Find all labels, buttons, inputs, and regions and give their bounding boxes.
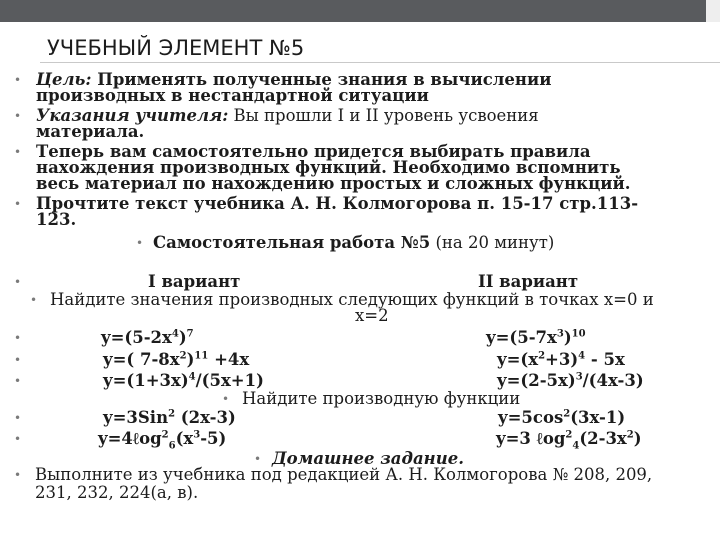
bullet: • [14, 109, 22, 123]
v1-function-2: y=( $7-8x^2)^{11} +4x$ [103, 350, 250, 369]
goal-text-1: Применять полученные знания в вычислении [91, 70, 552, 89]
goal-text-2: производных в нестандартной ситуации [36, 86, 429, 105]
v2-function-2: $y=(x^2+3)^4 - 5x$ [497, 350, 625, 369]
task2-text: Найдите производную функции [242, 389, 521, 408]
independent-duration: (на 20 минут) [430, 233, 555, 252]
variant-2-heading: II вариант [478, 272, 579, 291]
bullet: • [254, 452, 262, 466]
top-bar-accent [706, 0, 720, 22]
selfwork-text-1: Теперь вам самостоятельно придется выбирать правила [36, 142, 591, 161]
bullet: • [14, 353, 22, 367]
independent-work [153, 235, 554, 251]
bullet: • [14, 197, 22, 211]
v1-function-1: $y=(5-2x^4)^7$ [101, 328, 194, 347]
goal-line-2 [36, 88, 429, 104]
teacher-line-2 [36, 124, 144, 140]
selfwork-line-3 [36, 176, 631, 192]
teacher-label: Указания учителя: [36, 106, 229, 125]
variant-1-heading: I вариант [148, 272, 241, 291]
goal-label: Цель: [36, 70, 92, 89]
independent-title: Самостоятельная работа №5 [153, 233, 431, 252]
v1-function-3: $y=(1+3x)^4/(5x+1)$ [103, 371, 264, 390]
selfwork-text-2: нахождения производных функций. Необходимо вспомнить [36, 158, 621, 177]
title-divider [40, 62, 720, 63]
bullet: • [14, 411, 22, 425]
v1-task2-function-1: y=3Sin$^2$ (2x-3) [103, 408, 236, 427]
bullet: • [222, 392, 230, 406]
bullet: • [14, 145, 22, 159]
bullet: • [14, 73, 22, 87]
selfwork-text-3: весь материал по нахождению простых и сложных функций. [36, 174, 631, 193]
v2-function-3: $y=(2-5x)^3/(4x-3)$ [497, 371, 644, 390]
teacher-text-2: материала. [36, 122, 145, 141]
page-title: УЧЕБНЫЙ ЭЛЕМЕНТ №5 [47, 36, 305, 60]
top-bar [0, 0, 720, 22]
read-line-1 [36, 196, 638, 212]
exercise-line-2: 231, 232, 224(а, в). [35, 483, 199, 502]
read-line-2 [36, 212, 76, 228]
v2-function-1: $y=(5-7x^3)^{10}$ [486, 328, 586, 347]
bullet: • [14, 374, 22, 388]
read-text-2: 123. [36, 210, 77, 229]
homework-text: Домашнее задание. [272, 449, 464, 468]
read-text-1: Прочтите текст учебника А. Н. Колмогорова п. 15-17 стр.113- [36, 194, 639, 213]
teacher-text-1: Вы прошли I и II уровень усвоения [228, 106, 539, 125]
bullet: • [14, 468, 22, 482]
bullet: • [30, 293, 38, 307]
v2-task2-function-1: $y=5\cos^2(3x-1)$ [498, 408, 626, 427]
bullet: • [14, 432, 22, 446]
v2-task2-function-2: y=3 $\ell og^2_4(2-3x^2)$ [496, 429, 642, 452]
bullet: • [136, 236, 144, 250]
task1-line-1: Найдите значения производных следующих функций в точках x=0 и [50, 290, 654, 309]
task1-line-2: x=2 [355, 306, 389, 325]
v1-task2-function-2: $y=4\ell og^2_6(x^3-5)$ [98, 429, 227, 452]
bullet: • [14, 275, 22, 289]
exercise-line-1: Выполните из учебника под редакцией А. Н. Колмогорова № 208, 209, [35, 465, 653, 484]
bullet: • [14, 331, 22, 345]
